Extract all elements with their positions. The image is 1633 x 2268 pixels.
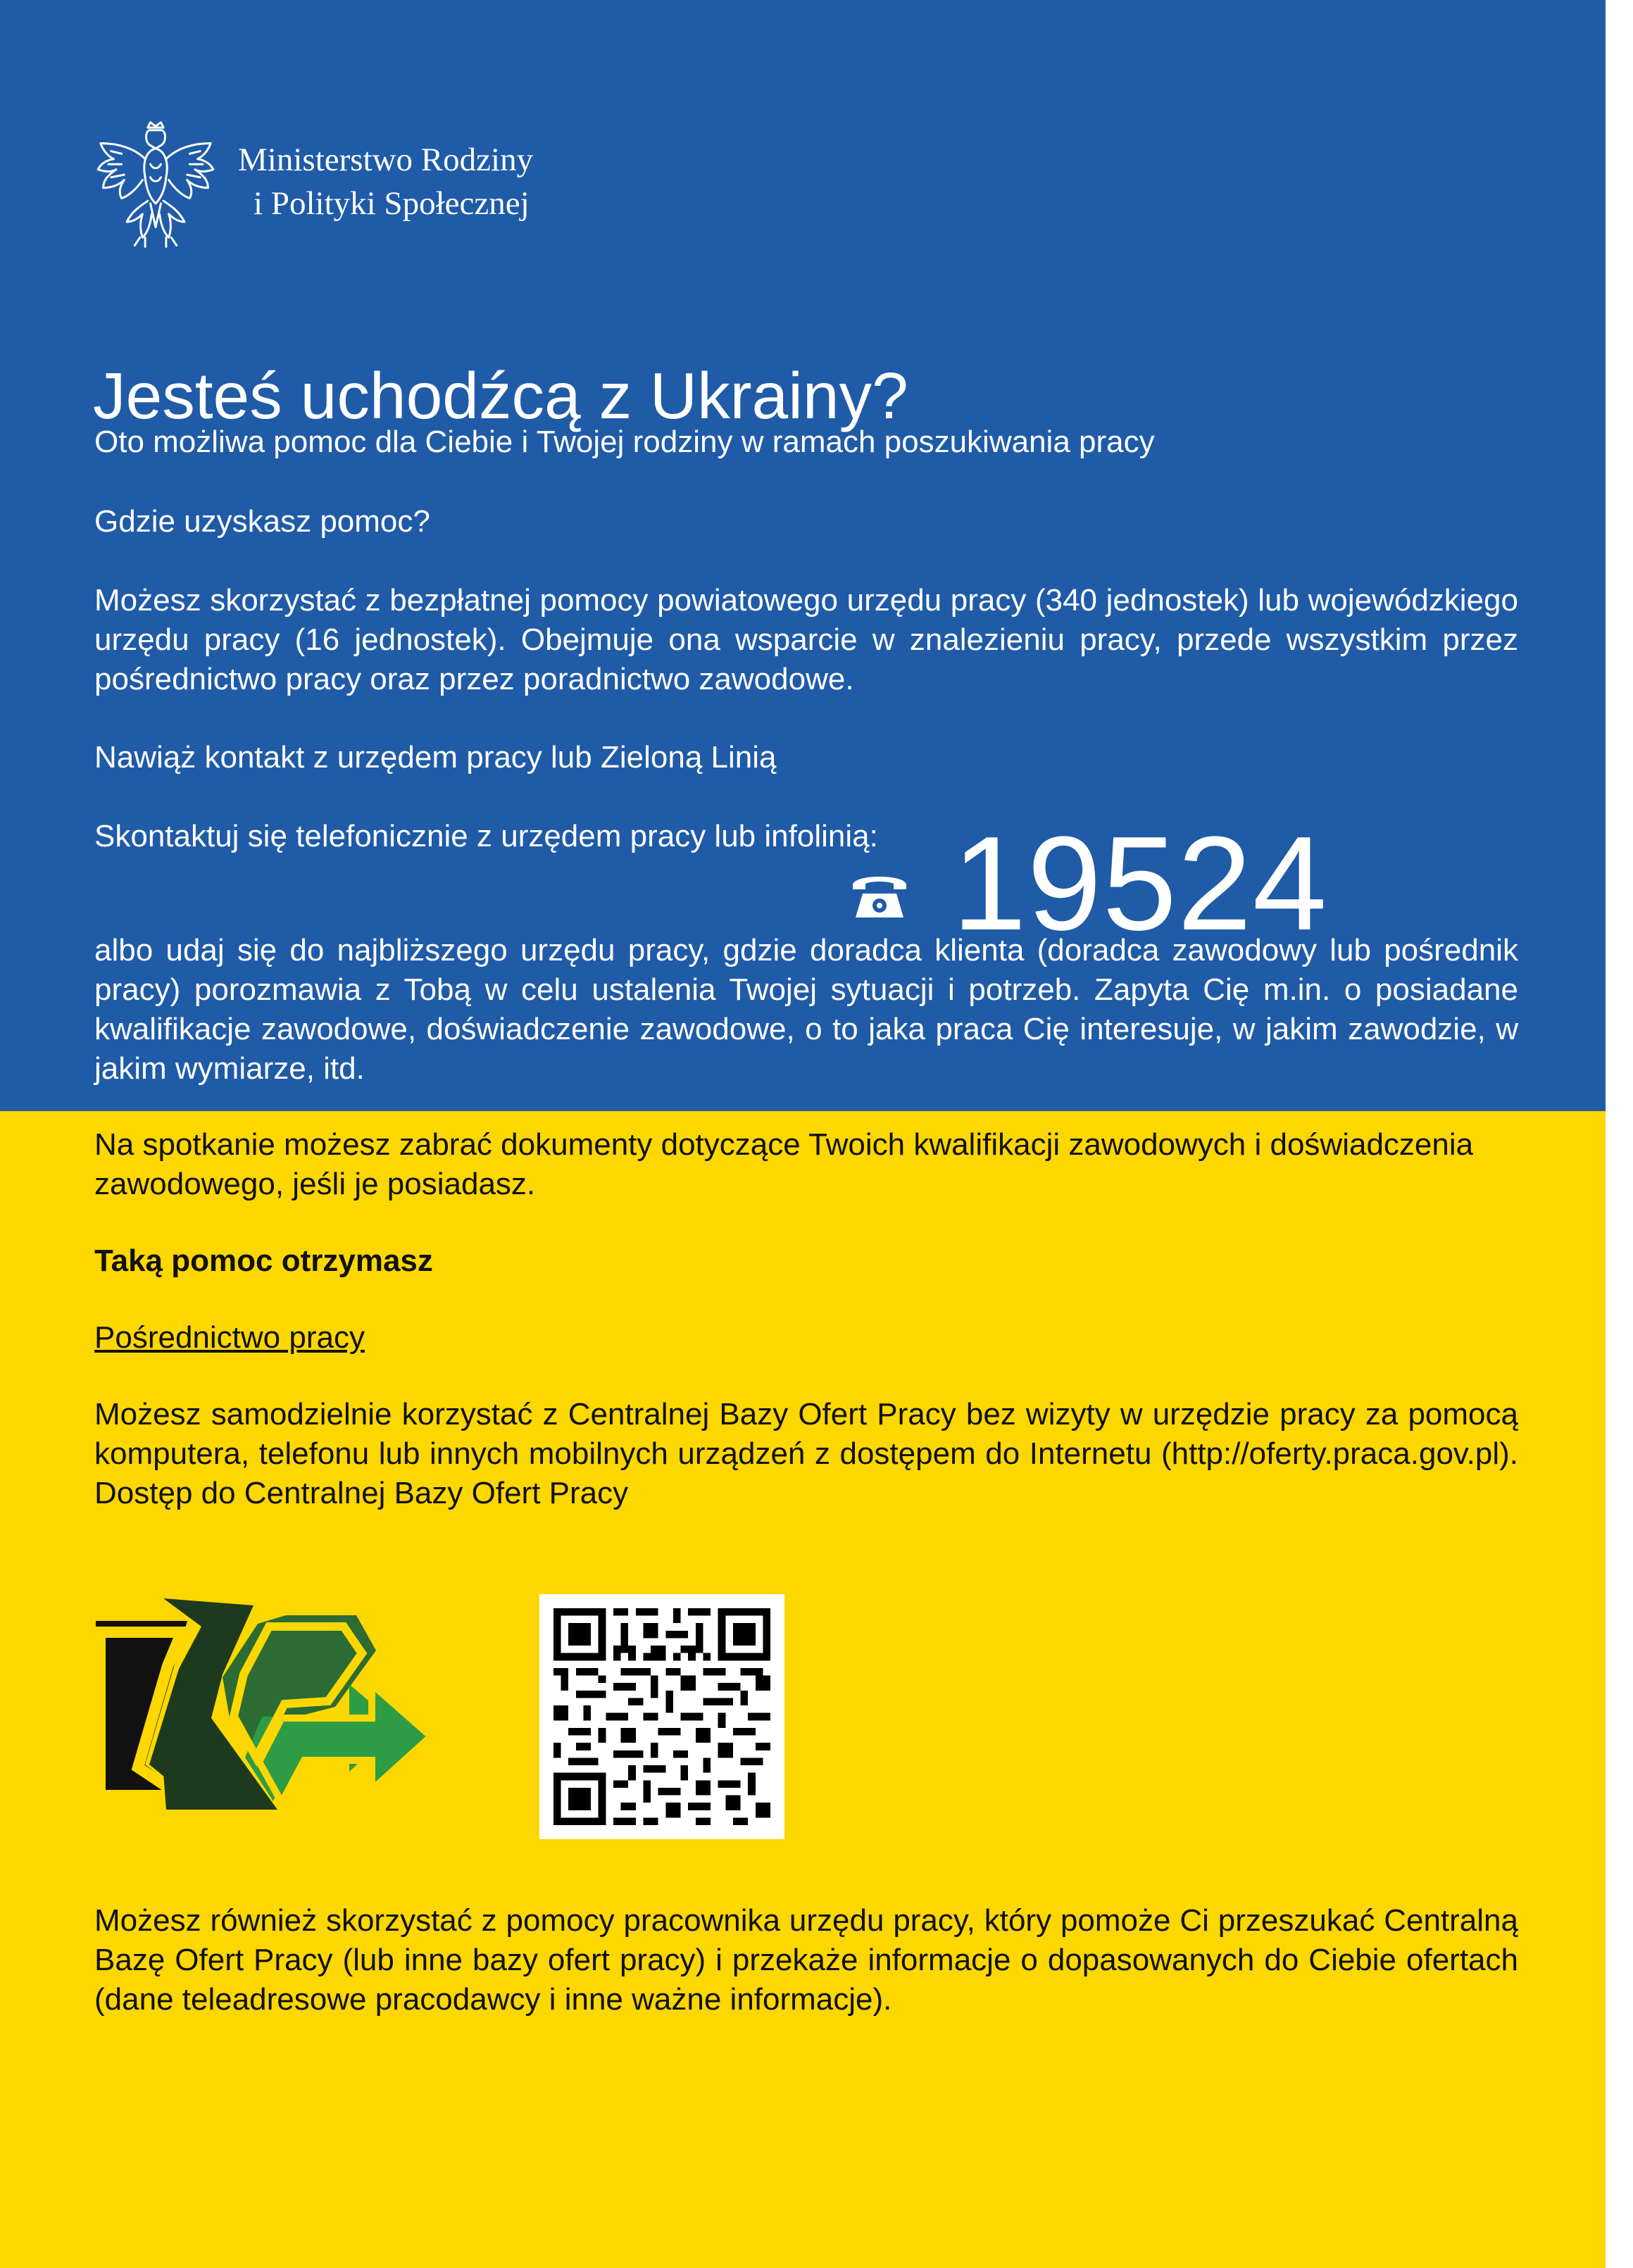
qr-code (539, 1594, 784, 1839)
phone-intro: Skontaktuj się telefonicznie z urzędem pracy lub infolinią: (94, 819, 878, 853)
contact-heading: Nawiąż kontakt z urzędem pracy lub Zieloną Linią (94, 740, 777, 775)
white-eagle-emblem-icon (90, 120, 221, 251)
page-subtitle: Oto możliwa pomoc dla Ciebie i Twojej rodziny w ramach poszukiwania pracy (94, 425, 1155, 459)
job-placement-subheading: Pośrednictwo pracy (94, 1320, 365, 1355)
paragraph-free-help: Możesz skorzystać z bezpłatnej pomocy powiatowego urzędu pracy (340 jednostek) lub wojewódzkiego urzędu pracy (16 jednostek). Obejmuje ona wsparcie w znalezieniu pracy, przede wszystkim przez pośrednictwo pracy oraz przez poradnictwo zawodowe. (94, 583, 1518, 696)
paragraph-documents: Na spotkanie możesz zabrać dokumenty dotyczące Twoich kwalifikacji zawodowych i doświadczenia zawodowego, jeśli je posiadasz. (94, 1127, 1474, 1201)
qr-code-icon (553, 1608, 770, 1825)
paragraph-job-database: Możesz samodzielnie korzystać z Centralnej Bazy Ofert Pracy bez wizyty w urzędzie pracy za pomocą komputera, telefonu lub innych mobilnych urządzeń z dostępem do Internetu (http://oferty.praca.gov.pl). Dostęp do Centralnej Bazy Ofert Pracy (94, 1397, 1518, 1510)
paragraph-office-worker-help: Możesz również skorzystać z pomocy pracownika urzędu pracy, który pomoże Ci przeszukać Centralną Bazę Ofert Pracy (lub inne bazy ofert pracy) i przekaże informacje o dopasowanych do Ciebie ofertach (dane teleadresowe pracodawcy i inne ważne informacje). (94, 1903, 1518, 2017)
where-help-heading: Gdzie uzyskasz pomoc? (94, 504, 430, 539)
page-title: Jesteś uchodźcą z Ukrainy? (93, 359, 908, 432)
ministry-name (238, 138, 533, 225)
ministry-name-line1: Ministerstwo Rodziny (238, 142, 534, 178)
ministry-name-line2: i Polityki Społecznej (254, 185, 530, 222)
help-heading: Taką pomoc otrzymasz (94, 1243, 433, 1278)
cbop-arrows-logo-icon (96, 1598, 469, 1836)
paragraph-visit-office: albo udaj się do najbliższego urzędu pracy, gdzie doradca klienta (doradca zawodowy lub pośrednik pracy) porozmawia z Tobą w celu ustalenia Twojej sytuacji i potrzeb. Zapyta Cię m.in. o posiadane kwalifikacje zawodowe, doświadczenie zawodowe, o to jaka praca Cię interesuje, w jakim zawodzie, w jakim wymiarze, itd. (94, 933, 1518, 1086)
phone-icon (849, 867, 911, 923)
hotline-number: 19524 (952, 809, 1328, 958)
